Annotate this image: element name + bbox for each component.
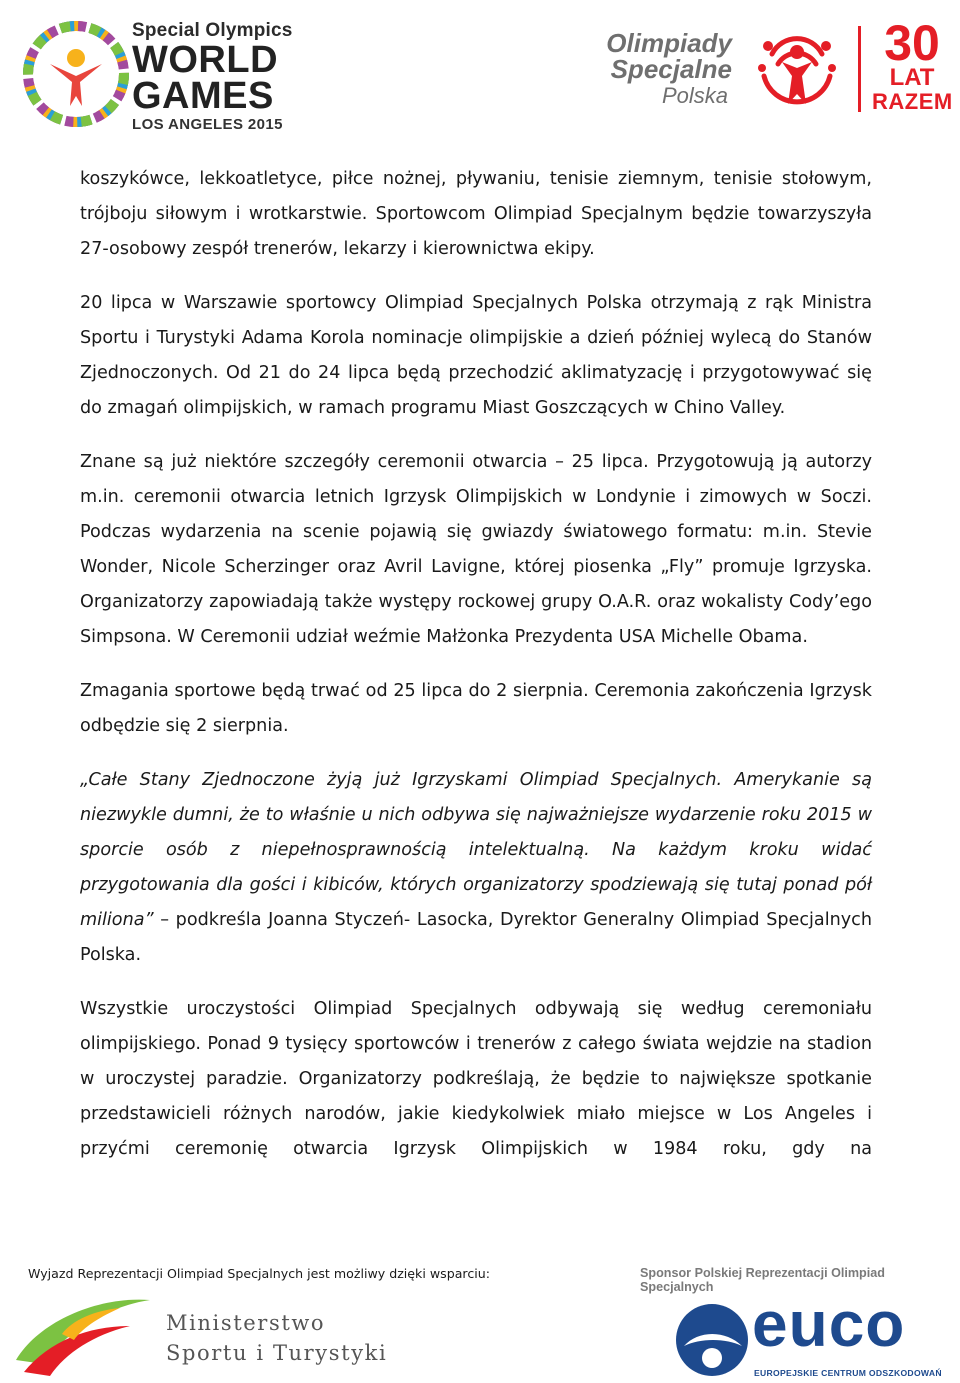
osp-wordmark	[570, 30, 732, 110]
paragraph-3: Znane są już niektóre szczegóły ceremonii otwarcia – 25 lipca. Przygotowują ją autorzy m.in. ceremonii otwarcia letnich Igrzysk Olimpijskich w Londynie i zimowych w Soczi. Podczas wydarzenia na scenie pojawią się gwiazdy światowego formatu: m.in. Stevie Wonder, Nicole Scherzinger oraz Avril Lavigne, której piosenka „Fly” promuje Igrzyska. Organizatorzy zapowiadają także występy rockowej grupy O.A.R. oraz wokalisty Cody’ego Simpsona. W Ceremonii udział weźmie Małżonka Prezydenta USA Michelle Obama.	[80, 452, 872, 647]
anniversary-number: 30	[884, 15, 940, 71]
support-caption: Wyjazd Reprezentacji Olimpiad Specjalnych jest możliwy dzięki wsparciu:	[28, 1266, 490, 1281]
paragraph-5	[80, 763, 872, 973]
paragraph-4: Zmagania sportowe będą trwać od 25 lipca do 2 sierpnia. Ceremonia zakończenia Igrzysk odbędzie się 2 sierpnia.	[80, 681, 872, 736]
osp-line1: Olimpiady	[606, 28, 732, 58]
anniversary-divider	[858, 26, 861, 112]
world-games-line4: LOS ANGELES 2015	[132, 116, 283, 133]
quote-attribution: – podkreśla Joanna Styczeń- Lasocka, Dyrektor Generalny Olimpiad Specjalnych Polska.	[80, 910, 872, 965]
anniversary-badge	[872, 15, 953, 114]
special-olympics-figure-icon	[752, 24, 842, 116]
ministry-wordmark	[166, 1308, 387, 1368]
world-games-line3: GAMES	[132, 75, 274, 117]
world-games-wordmark	[132, 20, 293, 133]
osp-line3: Polska	[661, 83, 728, 108]
quote-text: „Całe Stany Zjednoczone żyją już Igrzyskami Olimpiad Specjalnych. Amerykanie są niezwykle dumni, że to właśnie u nich odbywa się najważniejsze wydarzenie roku 2015 w sporcie osób z niepełnosprawnością intelektualną. Na każdym kroku widać przygotowania dla gości i kibiców, których organizatorzy spodziewają się tutaj ponad pół miliona”	[80, 770, 872, 930]
euco-logo-icon	[672, 1300, 752, 1380]
euco-wordmark: euco	[752, 1288, 906, 1360]
anniversary-line1: LAT	[889, 64, 935, 91]
paragraph-1: koszykówce, lekkoatletyce, piłce nożnej, pływaniu, tenisie ziemnym, tenisie stołowym, trójboju siłowym i wrotkarstwie. Sportowcom Olimpiad Specjalnym będzie towarzyszyła 27-osobowy zespół trenerów, lekarzy i kierownictwa ekipy.	[80, 169, 872, 259]
sponsor-caption: Sponsor Polskiej Reprezentacji Olimpiad Specjalnych	[640, 1266, 885, 1294]
world-games-line2: WORLD	[132, 39, 279, 81]
world-games-line1: Special Olympics	[132, 20, 293, 41]
ministry-line1: Ministerstwo	[166, 1311, 326, 1335]
paragraph-2: 20 lipca w Warszawie sportowcy Olimpiad Specjalnych Polska otrzymają z rąk Ministra Sportu i Turystyki Adama Korola nominacje olimpijskie a dzień później wylecą do Stanów Zjednoczonych. Od 21 do 24 lipca będą przechodzić aklimatyzację i przygotowywać się do zmagań olimpijskich, w ramach programu Miast Goszczących w Chino Valley.	[80, 293, 872, 418]
anniversary-line2: RAZEM	[872, 89, 953, 114]
osp-line2: Specjalne	[610, 54, 732, 84]
article-body	[80, 162, 872, 1167]
ministry-logo-icon	[10, 1290, 160, 1380]
world-games-emblem	[20, 18, 132, 130]
euco-tagline: EUROPEJSKIE CENTRUM ODSZKODOWAŃ	[754, 1368, 942, 1378]
paragraph-6: Wszystkie uroczystości Olimpiad Specjalnych odbywają się według ceremoniału olimpijskiego. Ponad 9 tysięcy sportowców i trenerów z całego świata wejdzie na stadion w uroczystej paradzie. Organizatorzy podkreślają, że będzie to największe spotkanie przedstawicieli różnych narodów, jakie kiedykolwiek miało miejsce w Los Angeles i przyćmi ceremonię otwarcia Igrzysk Olimpijskich w 1984 roku, gdy na	[80, 999, 872, 1159]
ministry-line2: Sportu i Turystyki	[166, 1341, 388, 1365]
